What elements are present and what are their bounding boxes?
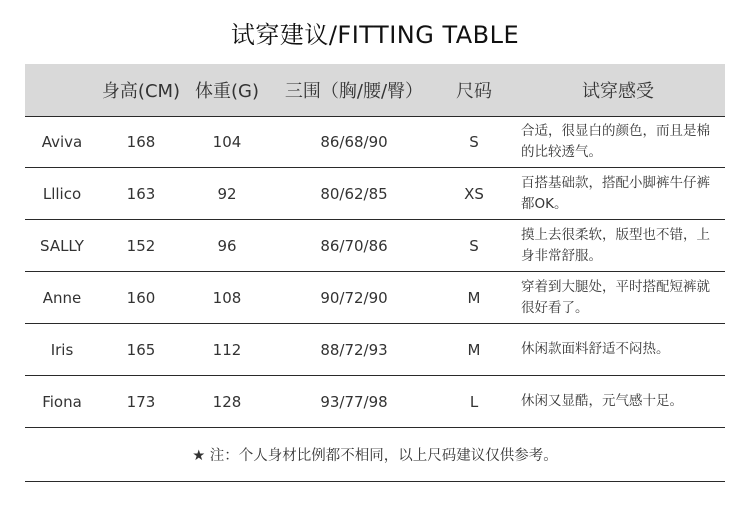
row-feedback: 合适，很显白的颜色，而且是棉的比较透气。 — [521, 123, 710, 160]
table-row — [25, 272, 725, 324]
header-weight: 体重(G) — [195, 81, 259, 102]
table-row — [25, 376, 725, 428]
row-weight: 128 — [212, 392, 242, 411]
row-size: M — [467, 288, 481, 307]
row-measurements: 86/68/90 — [320, 133, 388, 151]
row-name: Iris — [50, 340, 74, 359]
row-name: Fiona — [42, 392, 82, 411]
row-weight: 108 — [212, 288, 242, 307]
header-feedback: 试穿感受 — [582, 81, 654, 102]
header-height: 身高(CM) — [101, 81, 181, 102]
row-height: 168 — [126, 133, 156, 151]
row-measurements: 86/70/86 — [320, 236, 388, 255]
row-measurements: 88/72/93 — [320, 340, 388, 359]
table-row — [25, 324, 725, 376]
row-feedback: 休闲又显酷，元气感十足。 — [521, 393, 683, 409]
header-measurements: 三围（胸/腰/臀） — [284, 81, 424, 102]
row-feedback: 摸上去很柔软，版型也不错，上身非常舒服。 — [521, 226, 710, 264]
row-feedback: 休闲款面料舒适不闷热。 — [521, 341, 670, 357]
row-size: XS — [464, 184, 484, 203]
row-height: 163 — [126, 184, 156, 203]
row-measurements: 80/62/85 — [320, 184, 388, 203]
table-row — [25, 168, 725, 220]
page-title: 试穿建议/FITTING TABLE — [230, 21, 520, 49]
row-feedback: 百搭基础款，搭配小脚裤牛仔裤都OK。 — [521, 174, 710, 212]
table-row — [25, 116, 725, 168]
table-header — [25, 64, 725, 116]
row-name: Lllico — [42, 184, 82, 203]
row-feedback: 穿着到大腿处，平时搭配短裤就很好看了。 — [521, 278, 710, 316]
row-height: 173 — [126, 392, 156, 411]
row-height: 152 — [126, 236, 156, 255]
row-size: S — [469, 133, 479, 151]
fitting-table — [25, 64, 725, 482]
footnote: ★ 注：个人身材比例都不相同，以上尺码建议仅供参考。 — [25, 428, 725, 482]
table-row — [25, 220, 725, 272]
row-measurements: 93/77/98 — [320, 392, 388, 411]
row-weight: 92 — [217, 184, 237, 203]
row-size: M — [467, 340, 481, 359]
row-size: S — [469, 236, 479, 255]
row-size: L — [469, 392, 479, 411]
row-name: Anne — [42, 288, 82, 307]
row-weight: 96 — [217, 236, 237, 255]
header-name — [25, 64, 99, 116]
row-height: 160 — [126, 288, 156, 307]
row-name: SALLY — [40, 236, 84, 255]
row-measurements: 90/72/90 — [320, 288, 388, 307]
row-height: 165 — [126, 340, 156, 359]
row-name: Aviva — [41, 133, 83, 151]
row-weight: 112 — [212, 340, 242, 359]
header-size: 尺码 — [456, 81, 492, 102]
row-weight: 104 — [212, 133, 242, 151]
